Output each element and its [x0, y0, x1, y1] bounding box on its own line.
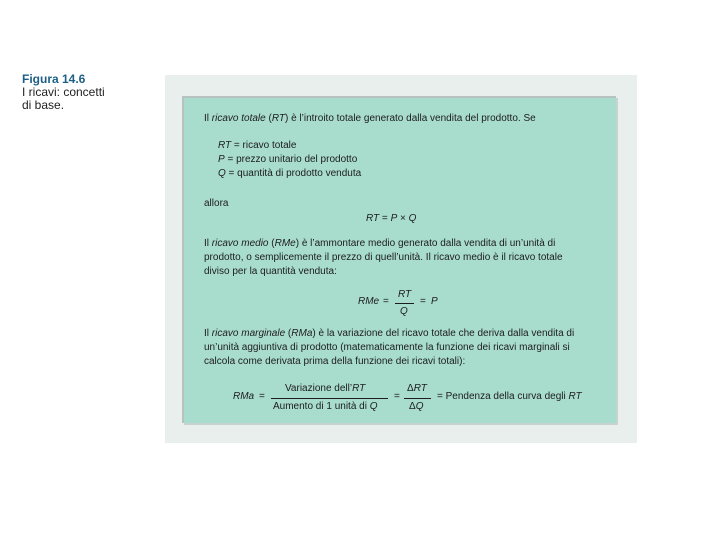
symbol-rt: RT [366, 213, 380, 224]
paragraph-marginal-revenue-line2: un’unità aggiuntiva di prodotto (matematicamente la funzione dei ricavi marginali si [204, 342, 570, 353]
term-average-revenue: ricavo medio [211, 238, 269, 249]
fraction-numerator [407, 382, 427, 396]
symbol-rme: RMe [358, 296, 380, 307]
paragraph-average-revenue-line1 [204, 237, 555, 251]
equals-sign: = [379, 213, 391, 224]
text-run: Il [204, 113, 212, 124]
term-marginal-revenue: ricavo marginale [211, 328, 286, 339]
symbol-rma: RMa [233, 391, 255, 402]
definition-rt [218, 139, 296, 153]
equals-sign: = [383, 296, 389, 307]
text-run: ( [285, 328, 292, 339]
symbol-q: Q [415, 401, 424, 412]
concept-box [182, 96, 616, 423]
text-run: ( [268, 238, 275, 249]
symbol-p: P [431, 296, 438, 307]
text-run: ) è la variazione del ricavo totale che deriva dalla vendita di [312, 328, 575, 339]
symbol-rt: RT [352, 383, 366, 394]
text-run: ( [265, 113, 272, 124]
equals-sign: = [394, 391, 400, 402]
paragraph-marginal-revenue-line1 [204, 327, 574, 341]
text-run: Variazione dell’ [285, 383, 353, 394]
slope-text [437, 390, 582, 404]
equals-sign: = [420, 296, 426, 307]
delta-symbol: Δ [407, 383, 414, 394]
times-sign: × [397, 213, 409, 224]
symbol-rme: RMe [274, 238, 296, 249]
symbol-rt: RT [218, 140, 232, 151]
symbol-p: P [218, 154, 225, 165]
paragraph-marginal-revenue-line3: calcola come derivata prima della funzione dei ricavi totali): [204, 356, 466, 367]
definition-q [218, 167, 361, 181]
definition-text: = ricavo totale [231, 140, 297, 151]
text-run: ) è l’introito totale generato dalla vendita del prodotto. Se [284, 113, 536, 124]
text-run: Il [204, 238, 212, 249]
fraction-denominator: Q [400, 306, 408, 317]
fraction-numerator: RT [398, 289, 412, 300]
figure-number: Figura 14.6 [22, 72, 86, 86]
text-run: ) è l’ammontare medio generato dalla vendita di un’unità di [295, 238, 556, 249]
figure-title: I ricavi: concetti di base. [22, 85, 105, 112]
definition-text: = quantità di prodotto venduta [225, 168, 362, 179]
fraction-denominator [273, 400, 378, 414]
figure-caption [22, 72, 152, 112]
symbol-p: P [390, 213, 398, 224]
fraction-numerator [285, 382, 365, 396]
equals-sign: = [259, 391, 265, 402]
equation-total-revenue [366, 212, 416, 226]
term-total-revenue: ricavo totale [211, 113, 266, 124]
paragraph-total-revenue [204, 112, 536, 126]
fraction-bar [404, 398, 431, 399]
paragraph-average-revenue-line2: prodotto, o semplicemente il prezzo di quell’unità. Il ricavo medio è il ricavo totale [204, 252, 563, 263]
text-run: Aumento di 1 unità di [273, 401, 370, 412]
symbol-q: Q [218, 168, 226, 179]
symbol-rt: RT [568, 391, 582, 402]
fraction-bar [395, 303, 414, 304]
symbol-q: Q [369, 401, 378, 412]
allora-text: allora [204, 198, 229, 209]
symbol-rt: RT [271, 113, 285, 124]
symbol-rt: RT [413, 383, 427, 394]
delta-symbol: Δ [409, 401, 416, 412]
symbol-rma: RMa [291, 328, 313, 339]
definition-p [218, 153, 357, 167]
text-run: = Pendenza della curva degli [437, 391, 569, 402]
fraction-denominator [409, 400, 423, 414]
text-run: Il [204, 328, 212, 339]
fraction-bar [271, 398, 388, 399]
definition-text: = prezzo unitario del prodotto [224, 154, 358, 165]
paragraph-average-revenue-line3: diviso per la quantità venduta: [204, 266, 337, 277]
symbol-q: Q [408, 213, 417, 224]
